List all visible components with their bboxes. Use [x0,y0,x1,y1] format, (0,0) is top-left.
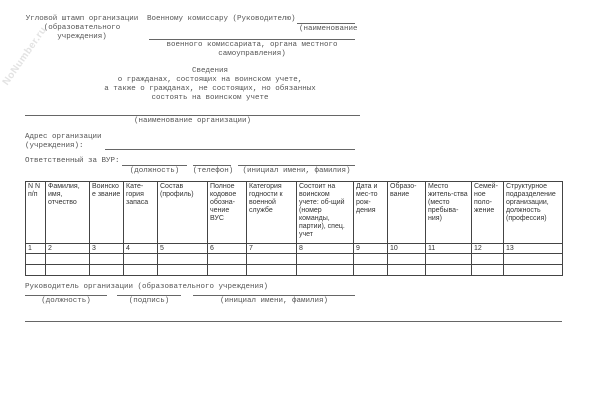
table-cell[interactable] [247,254,297,265]
head-signature-line[interactable] [117,295,181,296]
table-cell[interactable] [124,254,158,265]
responsible-phone-caption: (телефон) [192,167,234,175]
column-number: 2 [46,244,90,254]
table-cell[interactable] [472,265,504,276]
column-header: Категория годности к военной службе [247,182,297,244]
table-cell[interactable] [247,265,297,276]
column-number: 10 [388,244,426,254]
head-initials-line[interactable] [193,295,355,296]
column-header: N N п/п [26,182,46,244]
table-cell[interactable] [504,265,563,276]
table-cell[interactable] [124,265,158,276]
bottom-divider [25,321,562,322]
column-number-row [26,244,563,254]
addressee-line-1 [297,23,355,24]
table-cell[interactable] [208,265,247,276]
organization-name-caption: (наименование организации) [133,117,252,125]
responsible-initials-line[interactable] [238,165,355,166]
head-signature-caption: (подпись) [128,297,170,305]
address-line[interactable] [105,149,355,150]
addressee-line-2 [149,39,355,40]
column-header: Семей-ное поло-жение [472,182,504,244]
form-subtitle-line-1: о гражданах, состоящих на воинском учете, [117,76,303,84]
table-cell[interactable] [46,265,90,276]
head-of-organization-label: Руководитель организации (образовательного учреждения) [25,283,269,291]
column-header: Образо-вание [388,182,426,244]
table-cell[interactable] [354,254,388,265]
table-row[interactable] [26,265,563,276]
responsible-position-caption: (должность) [129,167,180,175]
address-label: Адрес организации (учреждения): [25,133,102,150]
head-position-caption: (должность) [41,297,91,305]
table-cell[interactable] [46,254,90,265]
table-cell[interactable] [158,265,208,276]
column-header: Дата и мес-то рож-дения [354,182,388,244]
table-cell[interactable] [90,265,124,276]
citizens-table [25,181,563,276]
table-cell[interactable] [297,254,354,265]
responsible-position-line[interactable] [122,165,187,166]
corner-stamp-label: Угловой штамп организации (образовательного учреждения) [25,15,139,41]
column-number: 4 [124,244,158,254]
column-header: Воинское звание [90,182,124,244]
responsible-initials-caption: (инициал имени, фамилия) [242,167,351,175]
table-cell[interactable] [26,265,46,276]
head-initials-caption: (инициал имени, фамилия) [219,297,329,305]
table-cell[interactable] [426,265,472,276]
organization-name-line [25,115,360,116]
table-header-row [26,182,563,244]
column-header: Фамилия, имя, отчество [46,182,90,244]
responsible-label: Ответственный за ВУР: [25,157,120,165]
table-cell[interactable] [504,254,563,265]
column-header: Состоит на воинском учете: об-щий (номер команды, партии), спец. учет [297,182,354,244]
table-cell[interactable] [26,254,46,265]
column-number: 1 [26,244,46,254]
column-header: Структурное подразделение организации, должность (профессия) [504,182,563,244]
column-number: 11 [426,244,472,254]
table-cell[interactable] [90,254,124,265]
table-cell[interactable] [158,254,208,265]
column-header: Полное кодовое обозна-чение ВУС [208,182,247,244]
form-subtitle-line-3: состоять на воинском учете [151,94,269,102]
table-cell[interactable] [388,265,426,276]
responsible-phone-line[interactable] [193,165,231,166]
table-cell[interactable] [388,254,426,265]
addressee-label: Военному комиссару (Руководителю) [147,15,296,23]
column-number: 12 [472,244,504,254]
column-number: 13 [504,244,563,254]
table-cell[interactable] [472,254,504,265]
column-number: 6 [208,244,247,254]
table-row[interactable] [26,254,563,265]
table-cell[interactable] [354,265,388,276]
column-header: Место житель-ства (место пребыва-ния) [426,182,472,244]
commissariat-caption-2: военного комиссариата, органа местного самоуправления) [166,41,338,58]
column-header: Кате-гория запаса [124,182,158,244]
column-number: 8 [297,244,354,254]
column-number: 7 [247,244,297,254]
column-number: 9 [354,244,388,254]
form-subtitle-line-2: а также о гражданах, не состоящих, но обязанных [104,85,316,93]
column-header: Состав (профиль) [158,182,208,244]
table-cell[interactable] [297,265,354,276]
table-cell[interactable] [426,254,472,265]
column-number: 3 [90,244,124,254]
commissariat-caption-1: (наименование [299,25,358,33]
head-position-line[interactable] [25,295,107,296]
column-number: 5 [158,244,208,254]
form-title: Сведения [191,67,228,75]
watermark: NoNumber.ru [0,24,50,88]
table-cell[interactable] [208,254,247,265]
